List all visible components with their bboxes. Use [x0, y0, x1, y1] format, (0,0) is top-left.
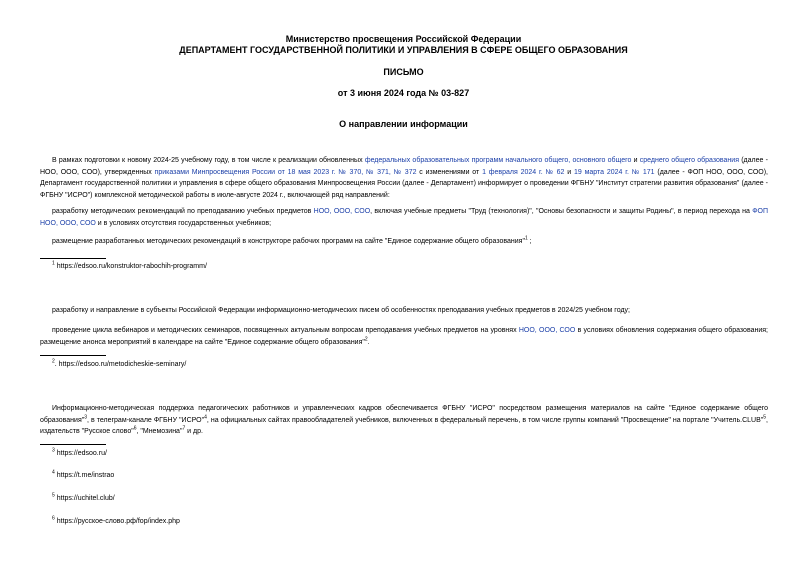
support-paragraph: [40, 403, 768, 438]
text-span: , в телеграм-канале ФГБНУ "ИСРО": [87, 416, 205, 424]
footnote-marker[interactable]: 3: [84, 414, 87, 421]
text-span: и: [631, 157, 640, 164]
text-span: разработку методических рекомендаций по преподаванию учебных предметов: [52, 208, 314, 215]
text-span: разработку и направление в субъекты Российской Федерации информационно-методических писем об особенностях преподавания учебных предметов в 2024/25 учебном году;: [52, 307, 630, 314]
footnote-marker[interactable]: 2: [364, 336, 368, 343]
list-item: [40, 206, 768, 229]
footnote-separator: [40, 258, 106, 259]
text-span: ;: [527, 238, 532, 245]
footnote-marker[interactable]: 6: [133, 425, 137, 432]
fop-soo-link[interactable]: среднего общего образования: [639, 157, 739, 164]
text-span: .: [367, 338, 370, 346]
text-span: Информационно-методическая поддержка педагогических работников и управленческих кадров обеспечивается ФГБНУ "ИСРО" посредством размещения материалов на сайте "Единое содержание общего образования": [40, 405, 768, 424]
text-span: размещение разработанных методических рекомендаций в конструкторе рабочих программ на сайте "Единое содержание общего образования": [52, 238, 525, 245]
footnote-url[interactable]: https://edsoo.ru/: [54, 450, 107, 457]
amendment-mar-link[interactable]: 19 марта 2024 г. № 171: [573, 168, 655, 176]
footnote-marker[interactable]: 4: [204, 414, 207, 421]
footnote: [52, 360, 186, 370]
footnote: [52, 449, 107, 459]
text-span: (далее - НОО, ООО, СОО), утвержденных: [40, 157, 768, 176]
footnote-url[interactable]: https://русское-слово.рф/fop/index.php: [54, 518, 180, 525]
footnote-number: 6: [52, 515, 55, 522]
text-span: , издательств "Русское слово": [40, 416, 768, 435]
footnote-separator: [40, 355, 106, 356]
document-date-number: от 3 июня 2024 года № 03-827: [337, 88, 470, 98]
fop-noo-ooo-link[interactable]: федеральных образовательных программ начального общего, основного общего: [364, 157, 632, 164]
text-span: в условиях обновления содержания общего образования; размещение анонса мероприятий в календаре на сайте "Единое содержание общего образования": [40, 327, 768, 346]
text-span: и: [564, 168, 574, 176]
footnote-marker[interactable]: 1: [524, 235, 528, 242]
footnote-number: 5: [52, 492, 55, 499]
text-span: , включая учебные предметы "Труд (технология)", "Основы безопасности и защиты Родины", в период перехода на: [370, 208, 753, 215]
footnote-number: 2: [52, 358, 55, 365]
list-item: [40, 325, 768, 348]
list-item: [40, 305, 768, 317]
intro-paragraph: [40, 155, 768, 201]
text-span: с изменениями от: [416, 168, 483, 176]
footnote-url[interactable]: https://uchitel.club/: [54, 495, 115, 502]
text-span: , "Мнемозина": [136, 428, 183, 435]
text-span: В рамках подготовки к новому 2024-25 учебному году, в том числе к реализации обновленных: [52, 157, 365, 164]
ministry-name: Министерство просвещения Российской Федерации: [285, 34, 522, 44]
footnote-separator: [40, 444, 106, 445]
fop-link[interactable]: ФОП НОО, ООО, СОО: [40, 208, 768, 227]
footnote: [52, 494, 115, 504]
amendment-feb-link[interactable]: 1 февраля 2024 г. № 62: [482, 168, 565, 176]
footnote-marker[interactable]: 7: [182, 425, 186, 432]
footnote-url[interactable]: https://t.me/instrao: [54, 472, 115, 479]
footnote: [52, 471, 114, 481]
text-span: проведение цикла вебинаров и методических семинаров, посвященных актуальным вопросам преподавания учебных предметов на уровнях: [52, 327, 519, 334]
text-span: и др.: [185, 428, 203, 435]
text-span: (далее - ФОП НОО, ООО, СОО), Департамент государственной политики и управления в сфере общего образования Минпросвещения России (далее - Департамент) информирует о проведении ФГБНУ "Институт стратегии развития образования" (далее - ФГБНУ "ИСРО") комплексной методической работы в июле-августе 2024 г., включающей ряд направлений:: [40, 168, 768, 199]
footnote-url[interactable]: https://edsoo.ru/konstruktor-rabochih-programm/: [54, 263, 207, 270]
noo-ooo-soo-link[interactable]: НОО, ООО, СОО: [313, 208, 371, 215]
text-span: и в условиях отсутствия государственных учебников;: [95, 219, 272, 227]
footnote-number: 3: [52, 447, 55, 454]
list-item: [40, 236, 768, 248]
noo-ooo-soo-link[interactable]: НОО, ООО, СОО: [518, 327, 576, 334]
text-span: , на официальных сайтах правообладателей учебников, включенных в федеральный перечень, в том числе группы компаний "Просвещение" на портале "Учитель.CLUB": [206, 416, 764, 424]
orders-link[interactable]: приказами Минпросвещения России от 18 мая 2023 г. № 370, № 371, № 372: [154, 168, 417, 176]
footnote: [52, 517, 180, 527]
footnote-number: 4: [52, 469, 55, 476]
footnote-number: 1: [52, 260, 55, 267]
document-type: ПИСЬМО: [383, 67, 424, 77]
document-subject: О направлении информации: [339, 119, 468, 129]
footnote-url[interactable]: . https://edsoo.ru/metodicheskie-seminary/: [54, 361, 187, 368]
footnote-marker[interactable]: 5: [763, 414, 767, 421]
department-name: ДЕПАРТАМЕНТ ГОСУДАРСТВЕННОЙ ПОЛИТИКИ И УПРАВЛЕНИЯ В СФЕРЕ ОБЩЕГО ОБРАЗОВАНИЯ: [179, 45, 628, 55]
footnote: [52, 262, 207, 272]
